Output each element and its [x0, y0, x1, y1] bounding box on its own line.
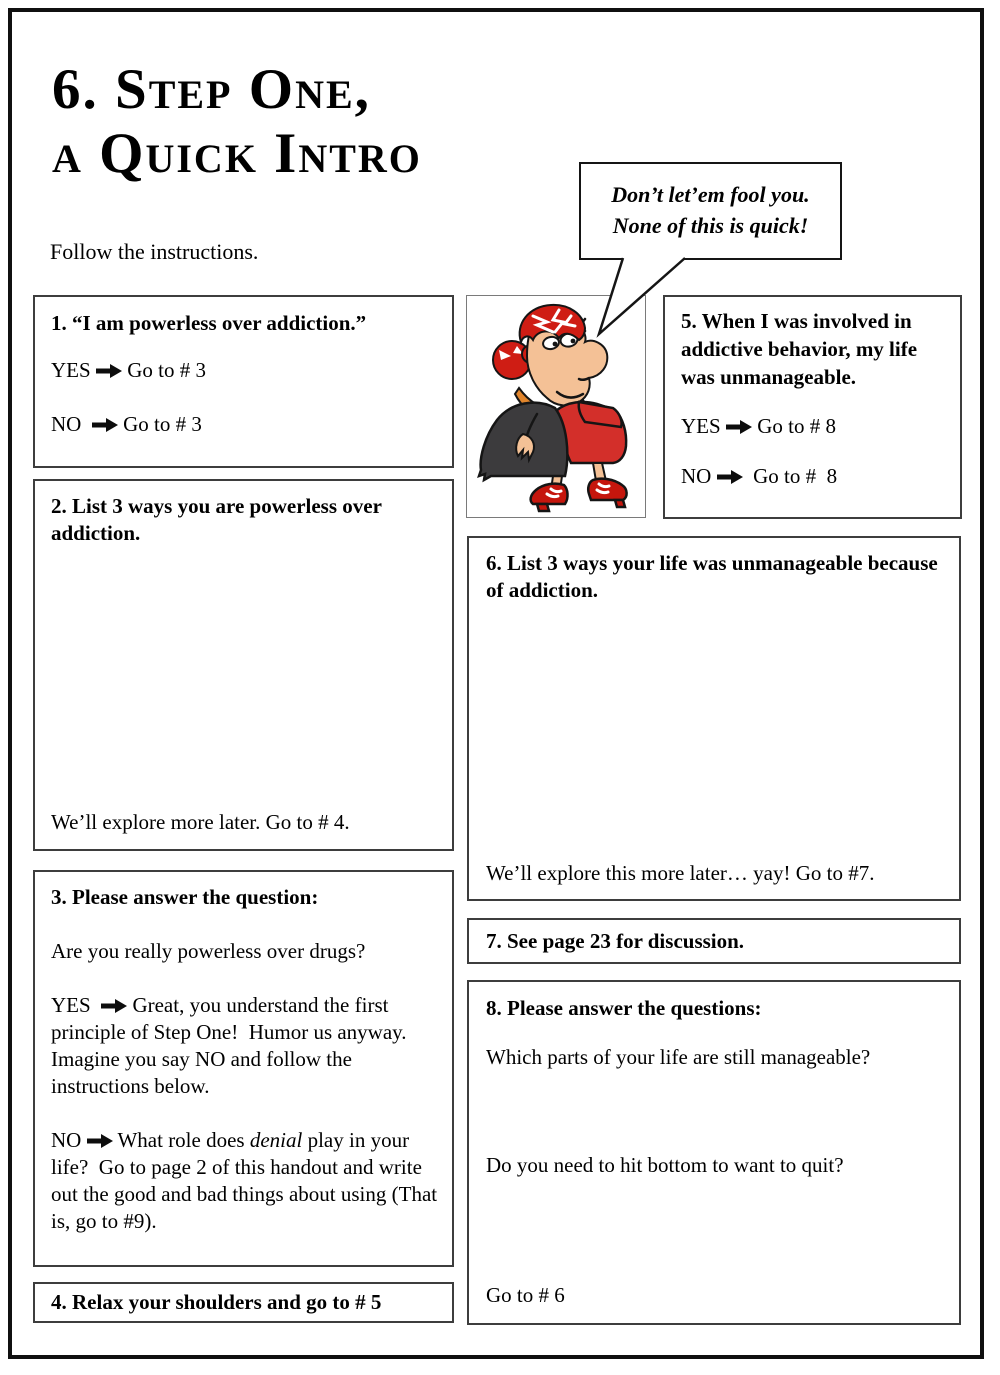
right-shoe [588, 479, 626, 500]
writing-space [486, 1179, 945, 1282]
box6-footer: We’ll explore this more later… yay! Go to #7. [486, 861, 875, 885]
box-2 [33, 479, 454, 851]
box3-question: Are you really powerless over drugs? [51, 939, 366, 963]
page-title [52, 58, 422, 186]
yes-label: YES [681, 414, 726, 438]
yes-instruction: Great, you understand the first principle of Step One! Humor us anyway. Imagine you say NO and follow the instructions below. [51, 993, 418, 1098]
right-arrow-icon [96, 358, 122, 382]
box-7 [467, 918, 961, 964]
box4-title: 4. Relax your shoulders and go to # 5 [51, 1290, 382, 1314]
no-instruction-pre: What role does [112, 1128, 250, 1152]
writing-space [486, 604, 945, 860]
box-4 [33, 1282, 454, 1323]
bubble-line-2: None of this is quick! [612, 213, 809, 238]
box5-yes-line [681, 413, 948, 440]
box-3 [33, 870, 454, 1267]
intro-text: Follow the instructions. [50, 239, 259, 264]
box8-question-2: Do you need to hit bottom to want to quit? [486, 1153, 844, 1177]
dress-flap [579, 402, 622, 427]
box-6 [467, 536, 961, 901]
no-label: NO [51, 412, 92, 436]
box3-no-paragraph [51, 1127, 443, 1235]
yes-label: YES [51, 993, 102, 1017]
denial-word: denial [249, 1128, 303, 1152]
no-instruction-post: play in your life? Go to page 2 of this handout and write out the good and bad things about using (That is, go to #9). [51, 1128, 443, 1233]
box3-title: 3. Please answer the question: [51, 885, 319, 909]
right-heel [615, 500, 625, 507]
box-1 [33, 295, 454, 468]
speech-bubble [579, 162, 842, 260]
box8-question-1: Which parts of your life are still manageable? [486, 1045, 871, 1069]
box7-title: 7. See page 23 for discussion. [486, 928, 745, 953]
yes-instruction: Go to # 3 [121, 358, 206, 382]
box6-title: 6. List 3 ways your life was unmanageable because of addiction. [486, 551, 938, 602]
speech-bubble-tail [560, 257, 720, 347]
right-arrow-icon [92, 412, 118, 436]
box3-yes-paragraph [51, 992, 440, 1100]
box8-footer: Go to # 6 [486, 1283, 565, 1307]
left-heel [537, 504, 549, 511]
right-arrow-icon [717, 464, 743, 488]
box5-no-line [681, 463, 948, 490]
right-arrow-icon [101, 993, 127, 1017]
box2-title: 2. List 3 ways you are powerless over addiction. [51, 494, 382, 545]
left-pupil [553, 342, 558, 347]
hand [516, 434, 534, 460]
box1-yes-line [51, 357, 438, 384]
writing-space [51, 547, 442, 809]
box2-footer: We’ll explore more later. Go to # 4. [51, 810, 350, 834]
box5-title: 5. When I was involved in addictive behavior, my life was unmanageable. [681, 309, 918, 389]
box1-no-line [51, 411, 438, 438]
box8-title: 8. Please answer the questions: [486, 996, 762, 1020]
right-arrow-icon [87, 1128, 113, 1152]
no-label: NO [51, 1128, 87, 1152]
box1-title: 1. “I am powerless over addiction.” [51, 311, 367, 335]
yes-label: YES [51, 358, 96, 382]
no-instruction: Go to # 8 [742, 464, 838, 488]
bubble-line-1: Don’t let’em fool you. [611, 182, 810, 207]
right-arrow-icon [726, 414, 752, 438]
title-line-2: a Quick Intro [52, 122, 422, 185]
title-line-1: 6. Step One, [52, 58, 371, 121]
box-8 [467, 980, 961, 1325]
no-label: NO [681, 464, 717, 488]
yes-instruction: Go to # 8 [751, 414, 836, 438]
no-instruction: Go to # 3 [117, 412, 202, 436]
